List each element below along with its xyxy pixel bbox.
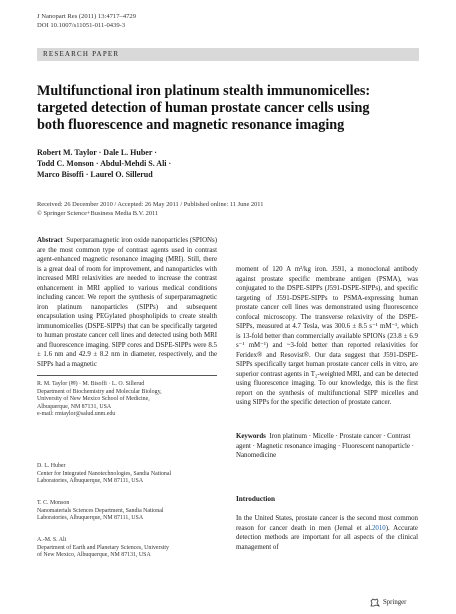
article-type-banner bbox=[37, 48, 419, 61]
affiliation-block bbox=[37, 463, 222, 486]
affiliation-authors: T. C. Monson bbox=[37, 500, 70, 506]
introduction-paragraph bbox=[236, 514, 418, 552]
publication-dates bbox=[37, 200, 263, 218]
affiliation-line: Laboratories, Albuquerque, NM 87111, USA bbox=[37, 478, 144, 485]
affiliation-divider bbox=[37, 375, 217, 376]
publisher-name: Springer bbox=[383, 599, 407, 606]
author-email-link[interactable]: e-mail: rmtaylor@salud.unm.edu bbox=[37, 411, 116, 418]
abstract-label: Abstract bbox=[37, 237, 63, 244]
abstract-continued-text: moment of 120 A m²/kg iron. J591, a monoclonal antibody against prostate specific membrane antigen (PSMA), was conjugated to the DSPE-SIPPs (J591-DSPE-SIPPs), and specific targeting of J591-DSPE-SIPPs to PSMA-expressing human prostate cancer cell lines was demonstrated using fluorescence confocal microscopy. The transverse relaxivity of the DSPE-SIPPs, measured at 4.7 Tesla, was 300.6 ± 8.5 s⁻¹ mM⁻¹, which is 13-fold better than commercially available SPIONs (23.8 ± 6.9 s⁻¹ mM⁻¹) and ~3-fold better than reported relaxivities for Feridex® and Resovist®. Our data suggest that J591-DSPE-SIPPs specifically target human prostate cancer cells in vitro, are superior contrast agents in T₂-weighted MRI, and can be detected using fluorescence imaging. To our knowledge, this is the first report on the synthesis of multifunctional SIPP micelles and using SIPPs for the specific detection of prostate cancer. bbox=[236, 266, 418, 406]
received-dates: Received: 26 December 2010 / Accepted: 26 May 2011 / Published online: 11 June 2011 bbox=[37, 201, 264, 208]
intro-text: ). Accurate detection methods are important for all aspects of the clinical management of bbox=[236, 524, 418, 551]
journal-header bbox=[37, 12, 136, 30]
affiliation-authors: A.-M. S. Ali bbox=[37, 537, 67, 543]
title-line: targeted detection of human prostate cancer cells using bbox=[37, 100, 370, 116]
affiliation-line: Center for Integrated Nanotechnologies, Sandia National bbox=[37, 470, 172, 477]
affiliation-authors: R. M. Taylor (✉) · M. Bisoffi · L. O. Sillerud bbox=[37, 381, 145, 387]
affiliation-line: Laboratories, Albuquerque, NM 87111, USA bbox=[37, 515, 144, 522]
author-line: Robert M. Taylor · Dale L. Huber · bbox=[37, 148, 157, 157]
author-list bbox=[37, 147, 337, 180]
abstract-right-column bbox=[236, 265, 418, 408]
title-line: Multifunctional iron platinum stealth immunomicelles: bbox=[37, 83, 371, 99]
affiliation-line: Albuquerque, NM 87131, USA bbox=[37, 403, 112, 410]
author-line: Todd C. Monson · Abdul-Mehdi S. Ali · bbox=[37, 159, 172, 168]
affiliation-block bbox=[37, 381, 222, 419]
affiliation-line: of New Mexico, Albuquerque, NM 87131, USA bbox=[37, 552, 151, 559]
affiliation-authors: D. L. Huber bbox=[37, 463, 66, 469]
copyright: © Springer Science+Business Media B.V. 2011 bbox=[37, 210, 159, 217]
keywords-text: Iron platinum · Micelle · Prostate cancer · Contrast agent · Magnetic resonance imaging · Fluorescent nanoparticle · Nanomedicine bbox=[236, 433, 414, 459]
springer-horse-icon bbox=[370, 598, 380, 607]
keywords-label: Keywords bbox=[236, 433, 266, 440]
affiliation-line: Department of Earth and Planetary Sciences, University bbox=[37, 544, 170, 551]
publisher-footer bbox=[370, 598, 406, 607]
title-line: both fluorescence and magnetic resonance imaging bbox=[37, 117, 345, 133]
affiliation-block bbox=[37, 500, 222, 523]
introduction-heading: Introduction bbox=[236, 495, 276, 503]
affiliation-line: Department of Biochemistry and Molecular Biology, bbox=[37, 388, 162, 395]
abstract-left-column bbox=[37, 236, 217, 369]
intro-text: In the United States, prostate cancer is the second most common reason for cancer death in men (Jemal et al. bbox=[236, 515, 418, 532]
citation-link[interactable]: 2010 bbox=[371, 524, 386, 532]
article-title bbox=[37, 83, 427, 134]
affiliation-line: Nanomaterials Sciences Department, Sandia National bbox=[37, 507, 164, 514]
author-line: Marco Bisoffi · Laurel O. Sillerud bbox=[37, 170, 153, 179]
article-type-label: RESEARCH PAPER bbox=[43, 50, 120, 58]
keywords-block bbox=[236, 432, 418, 461]
doi: DOI 10.1007/s11051-011-0439-3 bbox=[37, 22, 126, 29]
abstract-text: Superparamagnetic iron oxide nanoparticles (SPIONs) are the most common type of contrast agents used in contrast agent-enhanced magnetic resonance imaging (MRI). Still, there is a great deal of room for improvement, and nanoparticles with increased MRI relaxivities are needed to increase the contrast enhancement in MRI applied to various medical conditions including cancer. We report the synthesis of superparamagnetic iron platinum nanoparticles (SIPPs) and subsequent encapsulation using PEGylated phospholipids to create stealth immunomicelles (DSPE-SIPPs) that can be specifically targeted to human prostate cancer cell lines and detected using both MRI and fluorescence imaging. SIPP cores and DSPE-SIPPs were 8.5 ± 1.6 nm and 42.9 ± 8.2 nm in diameter, respectively, and the SIPPs had a magnetic bbox=[37, 237, 217, 368]
affiliation-line: University of New Mexico School of Medicine, bbox=[37, 396, 150, 403]
journal-citation: J Nanopart Res (2011) 13:4717–4729 bbox=[37, 13, 137, 20]
affiliation-block bbox=[37, 537, 222, 560]
